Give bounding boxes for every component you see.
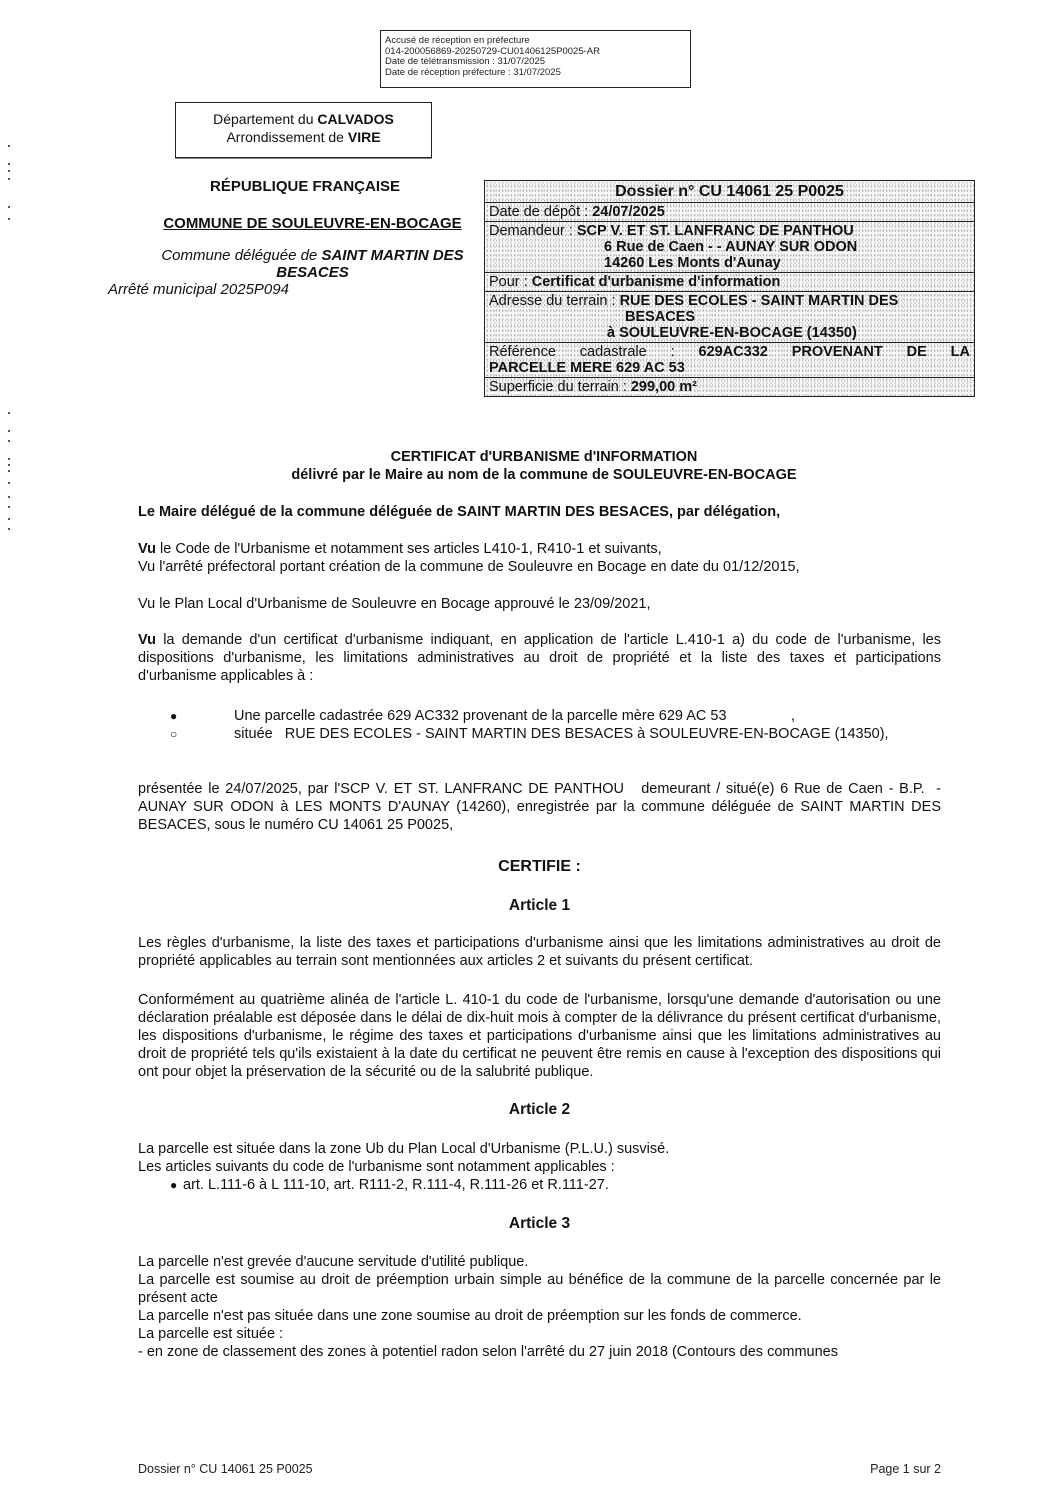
vu-text: Vu l'arrêté préfectoral portant création de la commune de Souleuvre en Bocage en date du 01/12/2015, — [138, 559, 800, 575]
receipt-id: 014-200056869-20250729-CU01406125P0025-AR — [385, 45, 600, 57]
article-3-heading: Article 3 — [508, 1215, 571, 1232]
document-title-line2: délivré par le Maire au nom de la commune de SOULEUVRE-EN-BOCAGE — [291, 467, 797, 483]
pour-row — [485, 273, 974, 292]
presentee-paragraph — [138, 780, 946, 834]
list-item — [138, 707, 941, 725]
adresse-row — [485, 292, 974, 343]
prefecture-receipt-stamp — [380, 30, 691, 88]
article-1-heading: Article 1 — [508, 897, 571, 914]
vu-text: Vu le Plan Local d'Urbanisme de Souleuvre en Bocage approuvé le 23/09/2021, — [138, 596, 651, 612]
reference-value: 629AC332 PROVENANT DE LA — [698, 344, 970, 360]
demandeur-name: SCP V. ET ST. LANFRANC DE PANTHOU — [576, 223, 854, 239]
article-1-paragraph: Conformément au quatrième alinéa de l'article L. 410-1 du code de l'urbanisme, lorsqu'une demande d'autorisation ou une déclaration préalable est déposée dans le délai de dix-huit mois à compter de la délivrance du présent certificat d'urbanisme, les dispositions d'urbanisme, le régime des taxes et participations d'urbanisme ainsi que les limitations administratives au droit de propriété tels qu'ils existaient à la date du certificat ne peuvent être remis en cause à l'exception des dispositions qui ont pour objet la préservation de la sécurité ou de la salubrité publique. — [138, 992, 941, 1080]
pour-label: Pour : — [489, 274, 532, 290]
reference-row — [485, 343, 974, 378]
article2-body — [138, 1140, 941, 1194]
maire-line — [138, 503, 941, 521]
article-3-line: La parcelle n'est grevée d'aucune servitude d'utilité publique. — [138, 1254, 529, 1270]
article-3-line: - en zone de classement des zones à potentiel radon selon l'arrêté du 27 juin 2018 (Contours des communes — [138, 1344, 838, 1360]
demandeur-address: 6 Rue de Caen - - AUNAY SUR ODON — [604, 239, 858, 255]
article-1-paragraph: Les règles d'urbanisme, la liste des taxes et participations d'urbanisme ainsi que les limitations administratives au droit de propriété applicables au terrain sont mentionnées aux articles 2 et suivants du présent certificat. — [138, 935, 941, 969]
superficie-row — [485, 378, 974, 396]
adresse-line: BESACES — [625, 309, 696, 325]
article2-heading-wrap — [138, 1101, 941, 1119]
vu-text: la demande d'un certificat d'urbanisme indiquant, en application de l'article L.410-1 a) du code de l'urbanisme, les dispositions d'urbanisme, les limitations administratives au droit de propriété et la liste des taxes et participations d'urbanisme applicables à : — [138, 632, 941, 684]
commune-deleguee — [145, 247, 480, 281]
date-value: 24/07/2025 — [592, 204, 665, 220]
superficie-value: 299,00 m² — [630, 379, 697, 395]
bullet-icon: ● — [170, 709, 178, 723]
commune-header — [100, 178, 480, 298]
receipt-line: Accusé de réception en préfecture — [385, 35, 530, 46]
reference-value: PARCELLE MERE 629 AC 53 — [489, 360, 685, 376]
presentee-text: présentée le 24/07/2025, par l'SCP V. ET ST. LANFRANC DE PANTHOU demeurant / situé(e) 6 Rue de Caen - B.P. - AUNAY SUR ODON à LES MONTS D'AUNAY (14260), enregistrée par la commune déléguée de SAINT MARTIN DES BESACES, sous le numéro CU 14061 25 P0025, — [138, 781, 946, 833]
bullet-text: art. L.111-6 à L 111-10, art. R111-2, R.111-4, R.111-26 et R.111-27. — [183, 1177, 609, 1193]
certifie-heading: CERTIFIE : — [498, 858, 581, 875]
page-number: Page 1 sur 2 — [870, 1462, 941, 1476]
document-title-line1: CERTIFICAT d'URBANISME d'INFORMATION — [390, 449, 698, 465]
bullet-icon: ● — [170, 1178, 178, 1192]
article-2-heading: Article 2 — [508, 1101, 571, 1118]
article3-body — [138, 1253, 941, 1361]
dossier-info-table — [484, 180, 975, 397]
pour-value: Certificat d'urbanisme d'information — [531, 274, 781, 290]
demandeur-city: 14260 Les Monts d'Aunay — [604, 255, 781, 271]
commune-heading: COMMUNE DE SOULEUVRE-EN-BOCAGE — [163, 215, 462, 232]
list-item — [138, 725, 941, 743]
bullet-text: Une parcelle cadastrée 629 AC332 provenant de la parcelle mère 629 AC 53 , — [234, 708, 795, 724]
departement-prefix: Département du — [213, 111, 318, 127]
certifie-heading-wrap — [138, 858, 941, 876]
teletransmission-date: Date de télétransmission : 31/07/2025 — [385, 56, 546, 67]
departement-line — [176, 110, 431, 128]
arrete-municipal: Arrêté municipal 2025P094 — [108, 281, 289, 298]
article1-p1 — [138, 934, 941, 970]
document-title — [0, 448, 1058, 484]
article1-heading-wrap — [138, 897, 941, 915]
demandeur-row — [485, 222, 974, 273]
footer-dossier-number: Dossier n° CU 14061 25 P0025 — [138, 1462, 313, 1476]
maire-statement: Le Maire délégué de la commune déléguée de SAINT MARTIN DES BESACES, par délégation, — [138, 504, 781, 520]
reference-label: Référence cadastrale : — [489, 344, 699, 360]
bullet-text: située RUE DES ECOLES - SAINT MARTIN DES BESACES à SOULEUVRE-EN-BOCAGE (14350), — [234, 726, 889, 742]
page-footer — [138, 1462, 941, 1476]
adresse-line: à SOULEUVRE-EN-BOCAGE (14350) — [607, 325, 857, 341]
parcel-list — [138, 707, 941, 743]
arrondissement-name: VIRE — [347, 129, 381, 145]
reception-date: Date de réception préfecture : 31/07/2025 — [385, 66, 561, 78]
adresse-line: RUE DES ECOLES - SAINT MARTIN DES — [619, 293, 899, 309]
article3-heading-wrap — [138, 1215, 941, 1233]
article-3-line: La parcelle n'est pas située dans une zone soumise au droit de préemption sur les fonds de commerce. — [138, 1308, 802, 1324]
deleg-name: SAINT MARTIN DES BESACES — [276, 247, 464, 281]
departement-name: CALVADOS — [317, 111, 394, 127]
scan-margin-dots — [8, 140, 12, 1340]
dossier-number: Dossier n° CU 14061 25 P0025 — [485, 181, 974, 203]
bullet-icon: ○ — [170, 727, 178, 741]
article-3-line: La parcelle est soumise au droit de préemption urbain simple au bénéfice de la commune de la parcelle concernée par le présent acte — [138, 1272, 941, 1306]
republique-heading: RÉPUBLIQUE FRANÇAISE — [209, 178, 400, 195]
date-depot-row — [485, 203, 974, 222]
vu-demande — [138, 631, 941, 685]
article-2-line: Les articles suivants du code de l'urbanisme sont notamment applicables : — [138, 1159, 615, 1175]
superficie-label: Superficie du terrain : — [489, 379, 631, 395]
list-item — [138, 1176, 941, 1194]
vu-plu — [138, 595, 941, 613]
deleg-prefix: Commune déléguée de — [161, 247, 322, 264]
vu-text: le Code de l'Urbanisme et notamment ses articles L410-1, R410-1 et suivants, — [156, 541, 662, 557]
arrondissement-prefix: Arrondissement de — [226, 129, 348, 145]
vu-block-1 — [138, 540, 941, 576]
adresse-label: Adresse du terrain : — [489, 293, 620, 309]
article-2-line: La parcelle est située dans la zone Ub du Plan Local d'Urbanisme (P.L.U.) susvisé. — [138, 1141, 670, 1157]
departement-box — [175, 102, 432, 158]
arrondissement-line — [176, 128, 431, 146]
date-label: Date de dépôt : — [489, 204, 593, 220]
article1-p2 — [138, 991, 941, 1081]
vu-label: Vu — [138, 541, 156, 557]
demandeur-label: Demandeur : — [489, 223, 577, 239]
article-3-line: La parcelle est située : — [138, 1326, 284, 1342]
vu-label: Vu — [138, 632, 156, 648]
